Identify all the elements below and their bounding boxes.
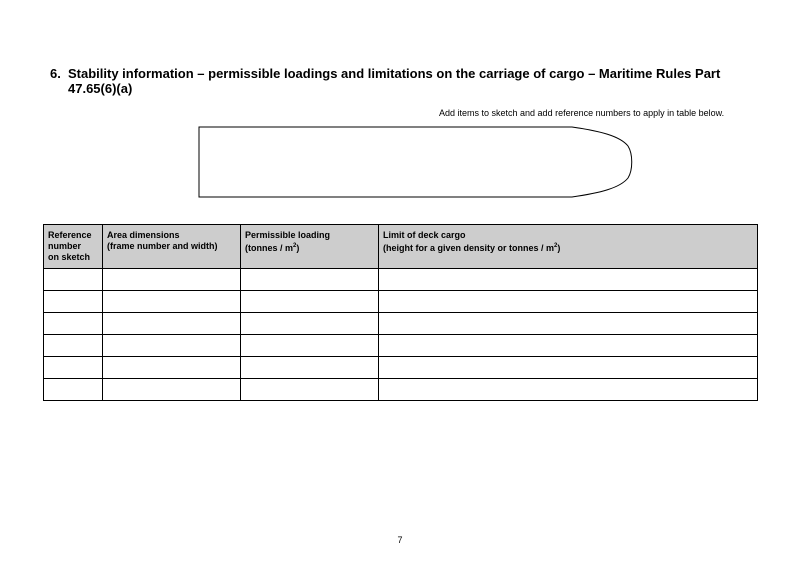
table-cell[interactable]	[241, 291, 379, 313]
table-cell[interactable]	[103, 357, 241, 379]
table-cell[interactable]	[241, 357, 379, 379]
table-header-row	[44, 225, 758, 269]
page-number: 7	[397, 535, 403, 545]
table-cell[interactable]	[379, 357, 758, 379]
section-title-line-1: Stability information – permissible loadings and limitations on the carriage of cargo – Maritime Rules Part	[68, 66, 721, 81]
table-row	[44, 313, 758, 335]
section-title-line-2: 47.65(6)(a)	[68, 81, 133, 96]
table-cell[interactable]	[241, 313, 379, 335]
cargo-limits-table	[43, 224, 758, 401]
section-number: 6.	[50, 66, 61, 81]
table-cell[interactable]	[241, 379, 379, 401]
table-row	[44, 269, 758, 291]
table-cell[interactable]	[44, 269, 103, 291]
table-cell[interactable]	[379, 379, 758, 401]
sketch-instruction: Add items to sketch and add reference numbers to apply in table below.	[439, 108, 725, 118]
table-cell[interactable]	[44, 357, 103, 379]
table-cell[interactable]	[103, 313, 241, 335]
table-cell[interactable]	[103, 335, 241, 357]
table-row	[44, 379, 758, 401]
table-cell[interactable]	[103, 291, 241, 313]
header-permissible-loading: Permissible loading (tonnes / $m^2$)	[241, 225, 379, 269]
table-cell[interactable]	[379, 269, 758, 291]
table-row	[44, 291, 758, 313]
table-cell[interactable]	[44, 313, 103, 335]
table-cell[interactable]	[44, 379, 103, 401]
table-row	[44, 357, 758, 379]
table-cell[interactable]	[379, 313, 758, 335]
table-row	[44, 335, 758, 357]
vessel-deck-outline	[199, 127, 632, 197]
table-cell[interactable]	[379, 291, 758, 313]
header-reference-number: Reference number on sketch	[44, 225, 103, 269]
header-area-dimensions: Area dimensions (frame number and width)	[103, 225, 241, 269]
header-limit-of-deck-cargo: Limit of deck cargo (height for a given density or tonnes / $m^2$)	[379, 225, 758, 269]
table-cell[interactable]	[103, 269, 241, 291]
table-cell[interactable]	[241, 335, 379, 357]
table-cell[interactable]	[44, 335, 103, 357]
table-cell[interactable]	[103, 379, 241, 401]
table-cell[interactable]	[241, 269, 379, 291]
table-cell[interactable]	[44, 291, 103, 313]
table-cell[interactable]	[379, 335, 758, 357]
